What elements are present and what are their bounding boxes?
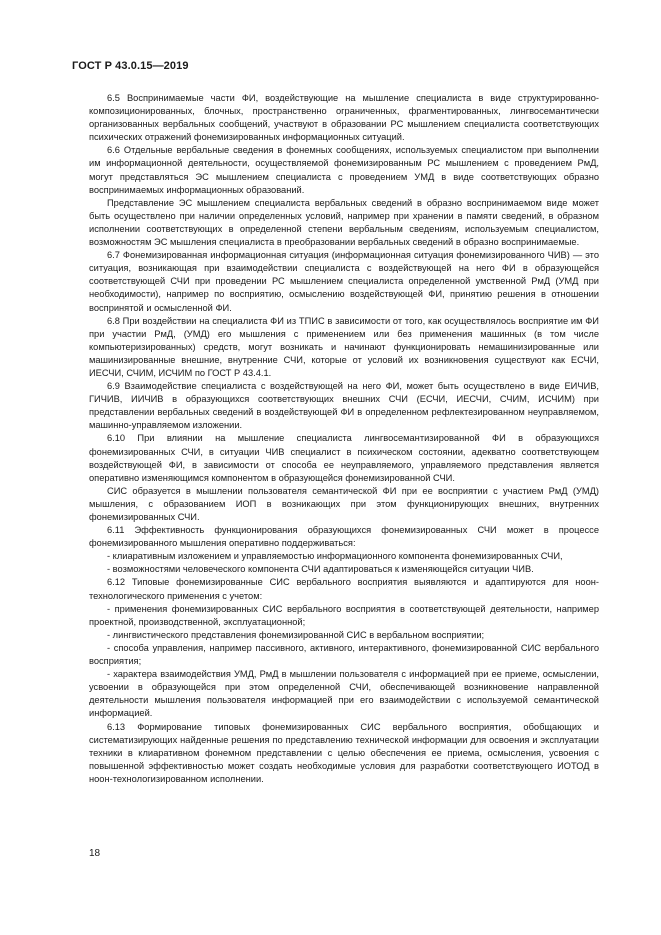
paragraph-representation: Представление ЭС мышлением специалиста вербальных сведений в образно воспринимаемом виде может быть осуществлено при наличии определенных условий, например при хранении в памяти сведений, в образном исполнении соответствующих в определенной степени вербальным сведениям, используемым специалистом, возможностям ЭС мышления специалиста в преобразовании вербальных сведений в образно воспринимаемые. xyxy=(89,197,599,248)
paragraph-6-13: 6.13 Формирование типовых фонемизированных СИС вербального восприятия, обобщающих и систематизирующих найденные решения по представлению технической информации для освоения и эксплуатации техники в клиаративном фонемном представлении с целью обеспечения ее приема, осмысления, усвоения с повышенной эффективностью может создать необходимые условия для разработки соответствующего ИОТОД в ноон-технологизированном исполнении. xyxy=(89,721,599,784)
list-item: - способа управления, например пассивного, активного, интерактивного, фонемизированной СИС вербального восприятия; xyxy=(89,642,599,667)
paragraph-6-11: 6.11 Эффективность функционирования образующихся фонемизированных СЧИ может в процессе фонемизированного мышления оперативно поддерживаться: xyxy=(89,525,599,549)
paragraph-sis: СИС образуется в мышлении пользователя семантической ФИ при ее восприятии с участием РмД (УМД) мышления, с образованием ИОП в возникающих при этом функционирующих внешних, внутренних фонемизированных СЧИ. xyxy=(89,485,599,522)
paragraph-6-6: 6.6 Отдельные вербальные сведения в фонемных сообщениях, используемых специалистом при выполнении им информационной деятельности, осуществляемой фонемизированным РС мышлением с проведением РмД, могут представляться ЭС мышлением специалиста с проведением УМД в виде соответствующих образно воспринимаемых информационных образований. xyxy=(89,145,599,195)
paragraph-6-9: 6.9 Взаимодействие специалиста с воздействующей на него ФИ, может быть осуществлено в виде ЕИЧИВ, ГИЧИВ, ИИЧИВ в образующихся соответствующих внешних СЧИ (ЕСЧИ, ИЕСЧИ, СЧИМ, ИСЧИМ) при представлении вербальных сведений в воздействующей ФИ в определенном рефлектезированном неуправляемом, машинно-управляемом изложении. xyxy=(89,381,599,431)
list-item: - применения фонемизированных СИС вербального восприятия в соответствующей деятельности, например проектной, производственной, эксплуатационной; xyxy=(89,603,599,627)
page-number: 18 xyxy=(89,848,101,859)
list-item: - клиаративным изложением и управляемостью информационного компонента фонемизированных СЧИ, xyxy=(107,551,563,562)
paragraph-6-7: 6.7 Фонемизированная информационная ситуация (информационная ситуация фонемизированного ЧИВ) — это ситуация, возникающая при взаимодействии специалиста с воздействующей на него ФИ в образующейся соответствующей СЧИ при проведении РС мышлением специалиста определенной умственной РмД (УМД при необходимости), например по восприятию, осмыслению воздействующей ФИ, принятию решения в отношении воспринятой и осмысленной ФИ. xyxy=(89,250,599,313)
paragraph-6-5: 6.5 Воспринимаемые части ФИ, воздействующие на мышление специалиста в виде структурированно-композиционированных, блочных, пространственно ограниченных, фрагментированных, лингвосемантически организованных вербальных сообщений, участвуют в образовании РС мышлением специалиста соответствующих психических отражений фонемизированных информационных ситуаций. xyxy=(89,93,599,143)
paragraph-6-12: 6.12 Типовые фонемизированные СИС вербального восприятия выявляются и адаптируются для ноон-технологического применения с учетом: xyxy=(89,577,599,601)
paragraph-6-10: 6.10 При влиянии на мышление специалиста лингвосемантизированной ФИ в образующихся фонемизированных СЧИ, в ситуации ЧИВ специалист в психическом состоянии, адекватно соответствующем воздействующей ФИ, в зависимости от способа ее неуправляемого, управляемого представления является оперативно изменяющимся компонентом в образующейся фонемизированной СЧИ. xyxy=(89,433,599,483)
list-item: - характера взаимодействия УМД, РмД в мышлении пользователя с информацией при ее приеме, осмыслении, усвоении в образующейся при этом определенной СЧИ, обеспечивающей возникновение направленной деятельности мышления пользователя информацией при его взаимодействии с используемой семантической информацией. xyxy=(89,669,599,719)
list-item: - лингвистического представления фонемизированной СИС в вербальном восприятии; xyxy=(107,629,485,640)
list-item: - возможностями человеческого компонента СЧИ адаптироваться к изменяющейся ситуации ЧИВ. xyxy=(107,564,534,575)
document-header: ГОСТ Р 43.0.15—2019 xyxy=(72,60,189,72)
document-body xyxy=(89,92,599,786)
paragraph-6-8: 6.8 При воздействии на специалиста ФИ из ТПИС в зависимости от того, как осуществлялось восприятие им ФИ при участии РмД, (УМД) его мышления с применением или без применения машинных (в том числе компьютеризированных) средств, могут возникать и начинают функционировать немашинизированные или машинизированные внешние, внутренние СЧИ, которые от условий их возникновения существуют как ЕСЧИ, ИЕСЧИ, СЧИМ, ИСЧИМ по ГОСТ Р 43.4.1. xyxy=(89,315,599,378)
